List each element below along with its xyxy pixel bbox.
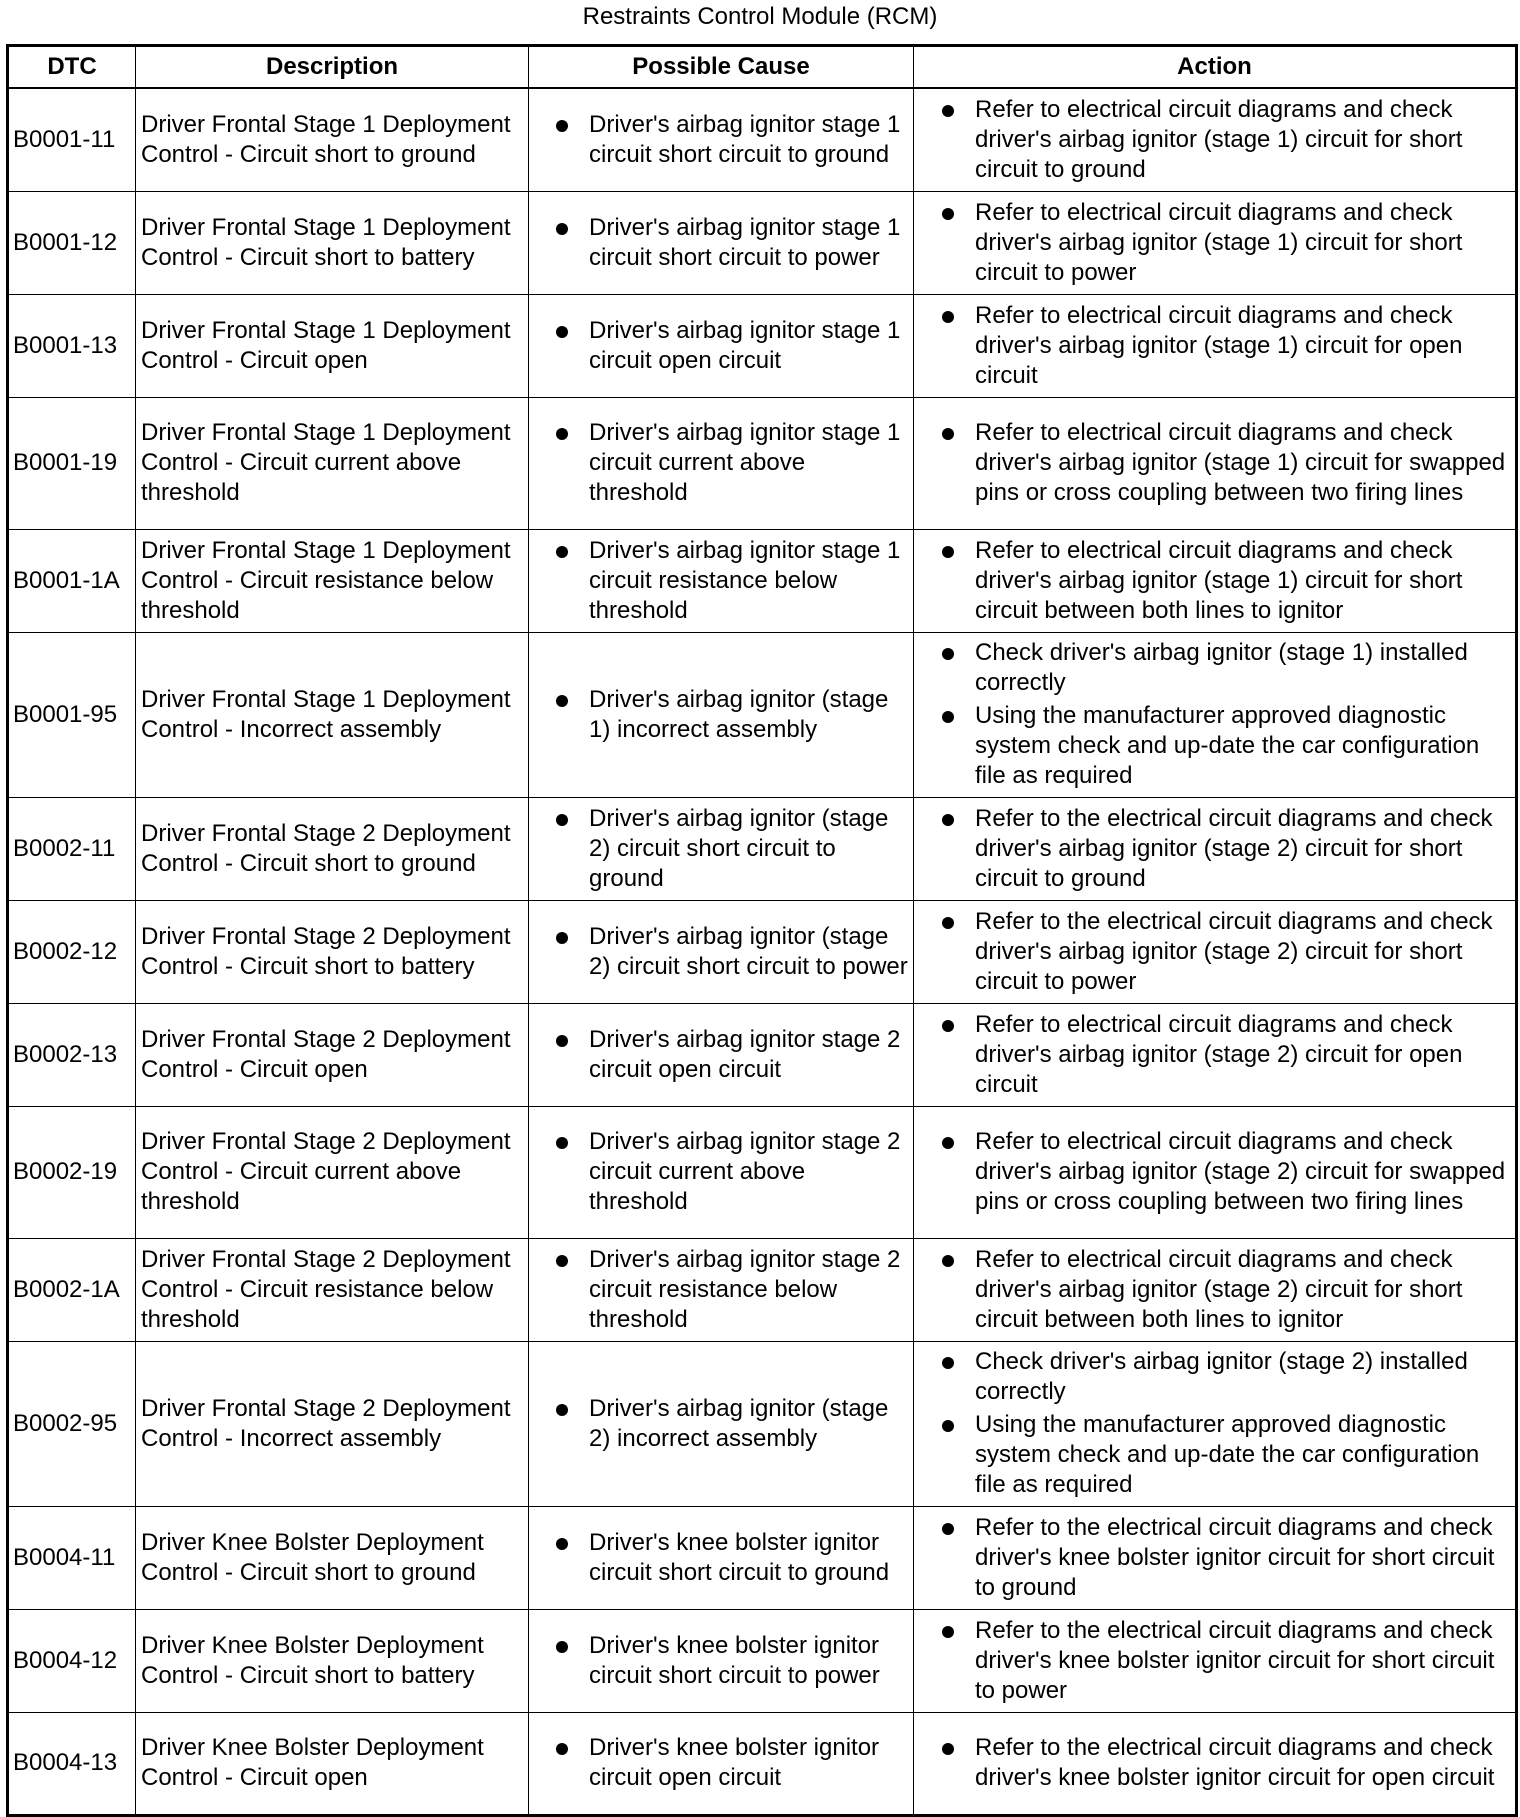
possible-cause-item: Driver's airbag ignitor stage 1 circuit current above threshold (589, 418, 908, 508)
possible-cause-cell (529, 529, 914, 632)
action-cell (914, 88, 1517, 191)
dtc-description: Driver Frontal Stage 2 Deployment Control - Circuit current above threshold (136, 1106, 529, 1238)
action-item: Refer to electrical circuit diagrams and check driver's airbag ignitor (stage 1) circuit for short circuit to power (975, 198, 1510, 288)
bullet-list (919, 907, 1510, 997)
dtc-description: Driver Frontal Stage 1 Deployment Control - Circuit open (136, 294, 529, 397)
dtc-table (6, 44, 1518, 1817)
possible-cause-item: Driver's knee bolster ignitor circuit short circuit to power (589, 1631, 908, 1691)
table-header-row (8, 46, 1517, 89)
bullet-list (534, 1733, 908, 1793)
bullet-list (919, 1127, 1510, 1217)
possible-cause-item: Driver's airbag ignitor stage 2 circuit current above threshold (589, 1127, 908, 1217)
bullet-list (534, 316, 908, 376)
bullet-list (919, 1347, 1510, 1500)
bullet-list (534, 1245, 908, 1335)
possible-cause-cell (529, 1238, 914, 1341)
dtc-description: Driver Frontal Stage 1 Deployment Control - Circuit short to battery (136, 191, 529, 294)
action-cell (914, 900, 1517, 1003)
action-item: Refer to electrical circuit diagrams and check driver's airbag ignitor (stage 1) circuit for swapped pins or cross coupling between two firing lines (975, 418, 1510, 508)
action-item: Using the manufacturer approved diagnostic system check and up-date the car configuration file as required (975, 1410, 1510, 1500)
action-item: Refer to the electrical circuit diagrams and check driver's airbag ignitor (stage 2) circuit for short circuit to power (975, 907, 1510, 997)
bullet-list (919, 1010, 1510, 1100)
bullet-list (919, 1733, 1510, 1793)
action-cell (914, 1238, 1517, 1341)
bullet-list (919, 1616, 1510, 1706)
bullet-list (534, 1528, 908, 1588)
table-row (8, 397, 1517, 529)
action-cell (914, 1106, 1517, 1238)
possible-cause-cell (529, 900, 914, 1003)
table-row (8, 1609, 1517, 1712)
possible-cause-item: Driver's airbag ignitor stage 1 circuit resistance below threshold (589, 536, 908, 626)
table-body (8, 88, 1517, 1815)
action-item: Refer to the electrical circuit diagrams and check driver's knee bolster ignitor circuit for short circuit to power (975, 1616, 1510, 1706)
dtc-code: B0001-11 (8, 88, 136, 191)
dtc-code: B0004-11 (8, 1506, 136, 1609)
action-item: Refer to electrical circuit diagrams and check driver's airbag ignitor (stage 1) circuit for open circuit (975, 301, 1510, 391)
bullet-list (919, 301, 1510, 391)
action-item: Refer to electrical circuit diagrams and check driver's airbag ignitor (stage 2) circuit for short circuit between both lines to ignitor (975, 1245, 1510, 1335)
page-title: Restraints Control Module (RCM) (582, 3, 938, 30)
possible-cause-item: Driver's airbag ignitor stage 2 circuit resistance below threshold (589, 1245, 908, 1335)
column-header-action: Action (914, 46, 1517, 89)
dtc-code: B0002-11 (8, 797, 136, 900)
table-row (8, 632, 1517, 797)
dtc-code: B0002-1A (8, 1238, 136, 1341)
table-row (8, 191, 1517, 294)
table-row (8, 797, 1517, 900)
possible-cause-cell (529, 797, 914, 900)
possible-cause-cell (529, 1106, 914, 1238)
possible-cause-item: Driver's airbag ignitor (stage 2) incorrect assembly (589, 1394, 908, 1454)
bullet-list (919, 804, 1510, 894)
bullet-list (919, 198, 1510, 288)
table-row (8, 294, 1517, 397)
column-header-dtc: DTC (8, 46, 136, 89)
action-cell (914, 529, 1517, 632)
action-item: Refer to the electrical circuit diagrams and check driver's knee bolster ignitor circuit for open circuit (975, 1733, 1510, 1793)
possible-cause-item: Driver's airbag ignitor stage 1 circuit short circuit to ground (589, 110, 908, 170)
possible-cause-item: Driver's knee bolster ignitor circuit open circuit (589, 1733, 908, 1793)
table-row (8, 88, 1517, 191)
bullet-list (534, 1394, 908, 1454)
bullet-list (534, 1631, 908, 1691)
dtc-description: Driver Frontal Stage 1 Deployment Control - Circuit current above threshold (136, 397, 529, 529)
action-cell (914, 1609, 1517, 1712)
action-cell (914, 797, 1517, 900)
dtc-code: B0002-95 (8, 1341, 136, 1506)
bullet-list (919, 536, 1510, 626)
dtc-code: B0004-12 (8, 1609, 136, 1712)
dtc-description: Driver Frontal Stage 1 Deployment Control - Circuit short to ground (136, 88, 529, 191)
possible-cause-cell (529, 632, 914, 797)
action-item: Using the manufacturer approved diagnostic system check and up-date the car configuration file as required (975, 701, 1510, 791)
dtc-code: B0002-13 (8, 1003, 136, 1106)
possible-cause-item: Driver's airbag ignitor (stage 2) circuit short circuit to power (589, 922, 908, 980)
dtc-code: B0001-95 (8, 632, 136, 797)
dtc-description: Driver Knee Bolster Deployment Control - Circuit short to battery (136, 1609, 529, 1712)
possible-cause-cell (529, 1712, 914, 1815)
table-row (8, 1506, 1517, 1609)
dtc-code: B0001-12 (8, 191, 136, 294)
possible-cause-cell (529, 1341, 914, 1506)
possible-cause-item: Driver's airbag ignitor stage 1 circuit open circuit (589, 316, 908, 376)
column-header-possible-cause: Possible Cause (529, 46, 914, 89)
action-cell (914, 1712, 1517, 1815)
possible-cause-cell (529, 88, 914, 191)
dtc-description: Driver Knee Bolster Deployment Control - Circuit short to ground (136, 1506, 529, 1609)
dtc-description: Driver Frontal Stage 1 Deployment Control - Incorrect assembly (136, 632, 529, 797)
bullet-list (534, 110, 908, 170)
action-cell (914, 1506, 1517, 1609)
dtc-description: Driver Frontal Stage 2 Deployment Control - Circuit short to battery (136, 900, 529, 1003)
possible-cause-cell (529, 397, 914, 529)
action-item: Check driver's airbag ignitor (stage 1) installed correctly (975, 638, 1510, 698)
dtc-description: Driver Frontal Stage 1 Deployment Control - Circuit resistance below threshold (136, 529, 529, 632)
action-item: Refer to electrical circuit diagrams and check driver's airbag ignitor (stage 2) circuit for swapped pins or cross coupling between two firing lines (975, 1127, 1510, 1217)
dtc-description: Driver Knee Bolster Deployment Control - Circuit open (136, 1712, 529, 1815)
possible-cause-cell (529, 1609, 914, 1712)
table-row (8, 1003, 1517, 1106)
bullet-list (919, 638, 1510, 791)
action-item: Refer to electrical circuit diagrams and check driver's airbag ignitor (stage 1) circuit for short circuit to ground (975, 95, 1510, 185)
action-cell (914, 294, 1517, 397)
action-cell (914, 191, 1517, 294)
bullet-list (534, 1025, 908, 1085)
dtc-description: Driver Frontal Stage 2 Deployment Control - Circuit short to ground (136, 797, 529, 900)
action-item: Refer to electrical circuit diagrams and check driver's airbag ignitor (stage 1) circuit for short circuit between both lines to ignitor (975, 536, 1510, 626)
action-cell (914, 397, 1517, 529)
action-item: Refer to electrical circuit diagrams and check driver's airbag ignitor (stage 2) circuit for open circuit (975, 1010, 1510, 1100)
table-row (8, 1341, 1517, 1506)
possible-cause-item: Driver's airbag ignitor (stage 1) incorrect assembly (589, 685, 908, 745)
table-row (8, 900, 1517, 1003)
action-cell (914, 1341, 1517, 1506)
possible-cause-item: Driver's knee bolster ignitor circuit short circuit to ground (589, 1528, 908, 1588)
bullet-list (534, 418, 908, 508)
table-row (8, 1106, 1517, 1238)
bullet-list (534, 804, 908, 894)
dtc-code: B0001-13 (8, 294, 136, 397)
action-cell (914, 632, 1517, 797)
bullet-list (919, 95, 1510, 185)
column-header-description: Description (136, 46, 529, 89)
possible-cause-item: Driver's airbag ignitor (stage 2) circuit short circuit to ground (589, 804, 908, 894)
table-row (8, 1712, 1517, 1815)
possible-cause-cell (529, 1003, 914, 1106)
dtc-code: B0004-13 (8, 1712, 136, 1815)
bullet-list (534, 1127, 908, 1217)
possible-cause-item: Driver's airbag ignitor stage 2 circuit open circuit (589, 1025, 908, 1085)
bullet-list (534, 536, 908, 626)
possible-cause-cell (529, 191, 914, 294)
action-item: Refer to the electrical circuit diagrams and check driver's airbag ignitor (stage 2) circuit for short circuit to ground (975, 804, 1510, 894)
action-cell (914, 1003, 1517, 1106)
table-row (8, 529, 1517, 632)
bullet-list (919, 1245, 1510, 1335)
dtc-description: Driver Frontal Stage 2 Deployment Control - Incorrect assembly (136, 1341, 529, 1506)
dtc-description: Driver Frontal Stage 2 Deployment Control - Circuit open (136, 1003, 529, 1106)
possible-cause-cell (529, 1506, 914, 1609)
dtc-code: B0002-12 (8, 900, 136, 1003)
bullet-list (919, 418, 1510, 508)
dtc-code: B0001-19 (8, 397, 136, 529)
possible-cause-cell (529, 294, 914, 397)
possible-cause-item: Driver's airbag ignitor stage 1 circuit short circuit to power (589, 213, 908, 273)
action-item: Check driver's airbag ignitor (stage 2) installed correctly (975, 1347, 1510, 1407)
dtc-description: Driver Frontal Stage 2 Deployment Control - Circuit resistance below threshold (136, 1238, 529, 1341)
table-row (8, 1238, 1517, 1341)
bullet-list (534, 685, 908, 745)
bullet-list (534, 922, 908, 982)
dtc-code: B0001-1A (8, 529, 136, 632)
action-item: Refer to the electrical circuit diagrams and check driver's knee bolster ignitor circuit for short circuit to ground (975, 1513, 1510, 1603)
bullet-list (919, 1513, 1510, 1603)
dtc-code: B0002-19 (8, 1106, 136, 1238)
bullet-list (534, 213, 908, 273)
